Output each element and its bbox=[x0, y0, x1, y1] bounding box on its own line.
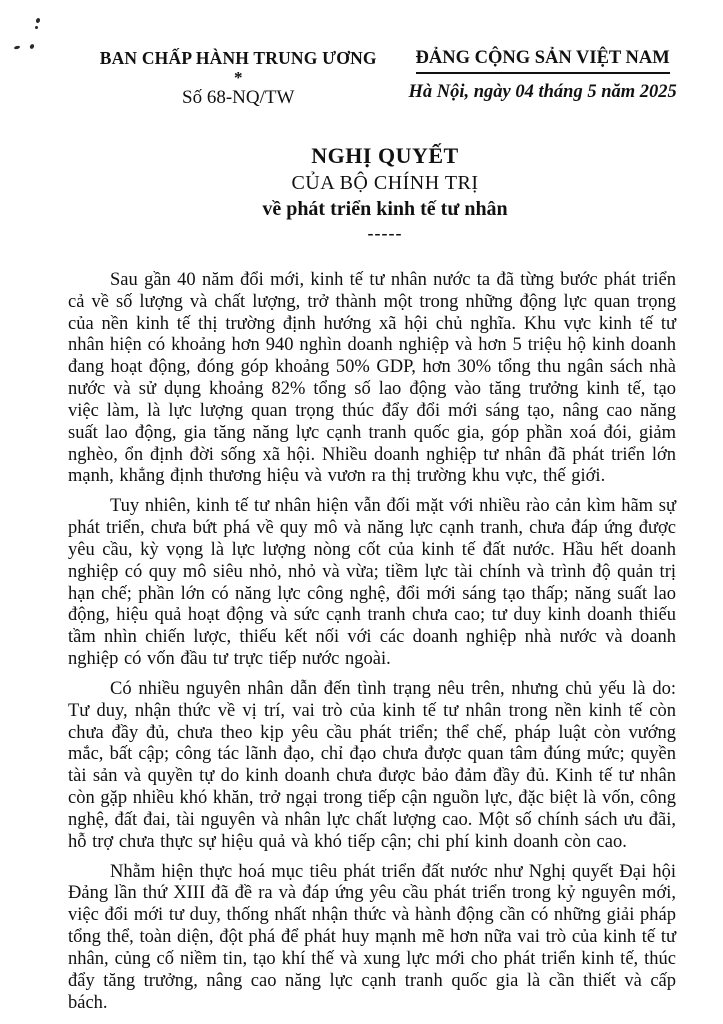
issuing-body-block bbox=[68, 48, 408, 109]
scan-speck bbox=[14, 45, 21, 49]
scan-speck bbox=[35, 17, 40, 23]
scan-speck bbox=[29, 43, 35, 49]
national-header-block bbox=[408, 48, 676, 103]
document-body bbox=[68, 270, 676, 1014]
place-and-date: Hà Nội, ngày 04 tháng 5 năm 2025 bbox=[408, 82, 677, 102]
document-title-issuer: CỦA BỘ CHÍNH TRỊ bbox=[291, 172, 479, 194]
body-paragraph: Sau gần 40 năm đổi mới, kinh tế tư nhân nước ta đã từng bước phát triển cả về số lượng và chất lượng, trở thành một trong những động lực quan trọng của nền kinh tế thị trường định hướng xã hội chủ nghĩa. Khu vực kinh tế tư nhân hiện có khoảng hơn 940 nghìn doanh nghiệp và hơn 5 triệu hộ kinh doanh đang hoạt động, đóng góp khoảng 50% GDP, hơn 30% tổng thu ngân sách nhà nước và sử dụng khoảng 82% tổng số lao động vào tăng trưởng kinh tế, tạo việc làm, là lực lượng quan trọng thúc đẩy đổi mới sáng tạo, nâng cao năng suất lao động, gia tăng năng lực cạnh tranh quốc gia, góp phần xoá đói, giảm nghèo, ổn định đời sống xã hội. Nhiều doanh nghiệp tư nhân đã phát triển lớn mạnh, khẳng định thương hiệu và vươn ra thị trường khu vực, thế giới. bbox=[68, 270, 676, 487]
party-name: ĐẢNG CỘNG SẢN VIỆT NAM bbox=[416, 48, 670, 74]
body-paragraph: Tuy nhiên, kinh tế tư nhân hiện vẫn đối mặt với nhiều rào cản kìm hãm sự phát triển, chưa bứt phá về quy mô và năng lực cạnh tranh, chưa đáp ứng được yêu cầu, kỳ vọng là lực lượng nòng cốt của kinh tế đất nước. Hầu hết doanh nghiệp có quy mô siêu nhỏ, nhỏ và vừa; tiềm lực tài chính và trình độ quản trị hạn chế; phần lớn có năng lực công nghệ, đổi mới sáng tạo thấp; năng suất lao động, hiệu quả hoạt động và sức cạnh tranh chưa cao; tư duy kinh doanh thiếu tầm nhìn chiến lược, thiếu kết nối với các doanh nghiệp nhà nước và doanh nghiệp có vốn đầu tư trực tiếp nước ngoài. bbox=[68, 496, 676, 670]
document-number: Số 68-NQ/TW bbox=[182, 87, 295, 108]
document-header bbox=[68, 48, 676, 109]
scan-speck bbox=[35, 26, 38, 29]
body-paragraph: Có nhiều nguyên nhân dẫn đến tình trạng nêu trên, nhưng chủ yếu là do: Tư duy, nhận thức về vị trí, vai trò của kinh tế tư nhân trong nền kinh tế còn chưa đầy đủ, chưa theo kịp yêu cầu phát triển; thể chế, pháp luật còn vướng mắc, bất cập; công tác lãnh đạo, chỉ đạo chưa được quan tâm đúng mức; quyền tài sản và quyền tự do kinh doanh chưa được bảo đảm đầy đủ. Kinh tế tư nhân còn gặp nhiều khó khăn, trở ngại trong tiếp cận nguồn lực, đặc biệt là vốn, công nghệ, đất đai, tài nguyên và nhân lực chất lượng cao. Một số chính sách ưu đãi, hỗ trợ chưa thực sự hiệu quả và khó tiếp cận; chi phí kinh doanh còn cao. bbox=[68, 678, 676, 852]
header-star-separator: * bbox=[233, 68, 243, 87]
document-title: NGHỊ QUYẾT bbox=[311, 143, 459, 168]
body-paragraph: Nhằm hiện thực hoá mục tiêu phát triển đất nước như Nghị quyết Đại hội Đảng lần thứ XIII đã đề ra và đáp ứng yêu cầu phát triển trong kỷ nguyên mới, việc đổi mới tư duy, thống nhất nhận thức và hành động cần có những giải pháp tổng thể, toàn diện, đột phá để phát huy mạnh mẽ hơn nữa vai trò của kinh tế tư nhân, củng cố niềm tin, tạo khí thế và xung lực mới cho phát triển kinh tế, thúc đẩy tăng trưởng, nâng cao năng lực cạnh tranh quốc gia là cần thiết và cấp bách. bbox=[68, 861, 676, 1013]
document-title-block bbox=[94, 143, 676, 244]
document-title-subject: về phát triển kinh tế tư nhân bbox=[262, 198, 508, 220]
title-separator-dashes: ----- bbox=[367, 223, 403, 243]
issuing-org-name: BAN CHẤP HÀNH TRUNG ƯƠNG bbox=[99, 48, 377, 68]
